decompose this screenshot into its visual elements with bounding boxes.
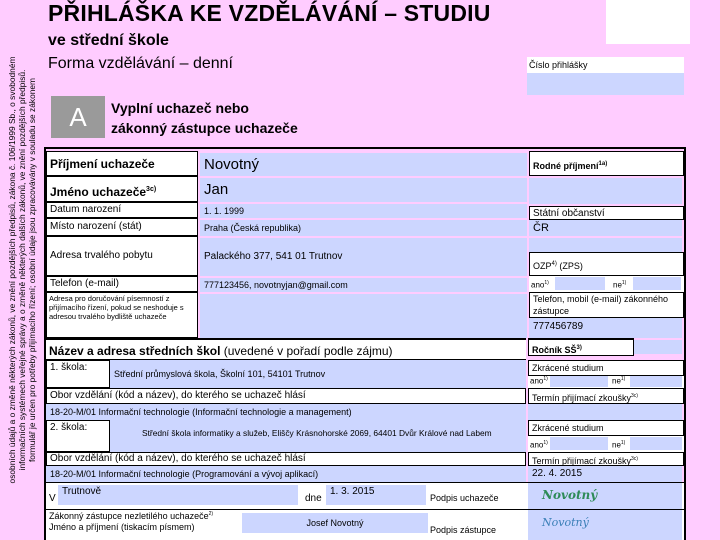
form-subtitle: ve střední škole (48, 32, 169, 49)
school1-ne-text: ne (612, 376, 621, 386)
school1-short-label: Zkrácené studium (528, 360, 684, 376)
guardian-phone-field[interactable]: 777456789 (529, 318, 682, 338)
termin1-text: Termín přijímací zkoušky (532, 393, 632, 403)
rocnik-text: Ročník SŠ (532, 345, 577, 355)
school2-ne-box[interactable] (630, 437, 682, 450)
side-legal-note (0, 0, 44, 540)
address-label: Adresa trvalého pobytu (46, 236, 198, 276)
birthplace-label: Místo narození (stát) (46, 218, 198, 236)
birthdate-label: Datum narození (46, 202, 198, 218)
ozp-ano (531, 276, 549, 292)
ozp-ne-text: ne (613, 280, 622, 290)
guardian-signature[interactable]: Novotný (528, 510, 682, 540)
termin1-sup: 3c) (631, 393, 638, 399)
obor1-field[interactable]: 18-20-M/01 Informační technologie (Informační technologie a management) (46, 404, 526, 420)
section-a-line-1: Vyplní uchazeč nebo (111, 100, 249, 116)
school1-ne-box[interactable] (630, 376, 682, 387)
termin1-field[interactable] (528, 404, 682, 420)
school1-label: 1. škola: (46, 360, 110, 388)
firstname-sup: 3c) (146, 186, 157, 193)
school1-ano-sup: 1) (543, 376, 548, 382)
ozp-ano-sup: 1) (544, 280, 549, 286)
date-label: dne (305, 493, 322, 504)
school2-ano-box[interactable] (550, 437, 608, 450)
school1-ano (530, 376, 548, 387)
surname-field[interactable]: Novotný (200, 153, 527, 176)
ozp-text: OZP (533, 261, 552, 271)
signature-row (46, 482, 684, 509)
phone-label: Telefon (e-mail) (46, 276, 198, 292)
guardian-label-1 (49, 511, 213, 521)
school2-ano (530, 436, 548, 452)
side-note-line-2: informačních systémech veřejné správy a o změně některých dalších zákonů, ve znění pozdějších předpisů. (17, 69, 27, 471)
guardian-label-2: Jméno a příjmení (tiskacím písmem) (49, 522, 195, 532)
guardian-row (46, 509, 684, 540)
schools-header (46, 338, 526, 360)
section-a-line-2: zákonný zástupce uchazeče (111, 120, 298, 136)
form-table (44, 147, 686, 540)
place-v-label: V (49, 493, 56, 504)
birth-surname-text: Rodné příjmení (533, 161, 599, 171)
ozp-ne (613, 276, 626, 292)
ozp-sup: 4) (551, 261, 557, 267)
school2-ano-sup: 1) (543, 440, 548, 446)
applicant-signature[interactable]: Novotný (528, 483, 682, 509)
guardian-label-1-text: Zákonný zástupce nezletilého uchazeče (49, 511, 209, 521)
school1-ne (612, 376, 625, 387)
section-a-instruction (111, 98, 298, 138)
school2-short-label: Zkrácené studium (528, 420, 684, 436)
zps-text: (ZPS) (559, 261, 583, 271)
rocnik-label (528, 338, 634, 356)
form-title: PŘIHLÁŠKA KE VZDĚLÁVÁNÍ – STUDIU (48, 0, 491, 26)
firstname-label-text: Jméno uchazeče (50, 185, 147, 199)
rocnik-sup: 3) (576, 345, 582, 351)
school1-ano-box[interactable] (550, 376, 608, 387)
surname-label: Příjmení uchazeče (46, 151, 198, 176)
obor1-label: Obor vzdělání (kód a název), do kterého se uchazeč hlásí (46, 388, 526, 404)
school1-ne-sup: 1) (620, 376, 626, 382)
place-field[interactable]: Trutnově (58, 485, 298, 505)
ozp-choice (529, 276, 684, 292)
school1-field[interactable]: Střední průmyslová škola, Školní 101, 54101 Trutnov (110, 360, 526, 388)
address-field[interactable]: Palackého 377, 541 01 Trutnov (200, 238, 527, 276)
school1-ano-text: ano (530, 376, 544, 386)
school2-ano-text: ano (530, 440, 544, 450)
ozp-label (529, 252, 684, 276)
office-use-box (606, 0, 690, 44)
birth-surname-field[interactable] (529, 178, 682, 204)
date-field[interactable]: 1. 3. 2015 (326, 485, 426, 505)
form-type: Forma vzdělávání – denní (48, 55, 233, 72)
mailing-address-field[interactable] (200, 294, 527, 338)
obor2-label: Obor vzdělání (kód a název), do kterého se uchazeč hlásí (46, 452, 526, 466)
application-number-label: Číslo přihlášky (527, 57, 684, 73)
school2-ne (612, 436, 625, 452)
birth-surname-label (529, 151, 684, 176)
ozp-ano-text: ano (531, 280, 545, 290)
school2-short-choice (528, 436, 684, 452)
firstname-label (46, 176, 198, 202)
birthplace-field[interactable]: Praha (Česká republika) (200, 220, 527, 236)
rocnik-field[interactable] (634, 340, 682, 354)
side-note-line-3: formulář je určen pro potřeby přijímacího řízení; osobní údaje jsou zpracovávány v souladu se zákonem (27, 77, 37, 463)
school1-short-choice (528, 376, 684, 388)
citizenship-field[interactable]: ČR (529, 220, 682, 236)
firstname-field[interactable]: Jan (200, 178, 527, 202)
guardian-label-sup: 2) (208, 511, 214, 517)
obor2-field[interactable]: 18-20-M/01 Informační technologie (Programování a vývoj aplikací) (46, 466, 526, 482)
termin2-text: Termín přijímací zkoušky (532, 456, 632, 466)
section-a-badge: A (51, 96, 105, 138)
citizenship-extra-field[interactable] (529, 238, 682, 252)
application-number-field[interactable] (527, 73, 684, 95)
guardian-signature-label: Podpis zástupce (430, 525, 497, 535)
guardian-name-field[interactable]: Josef Novotný (242, 513, 428, 533)
school2-ne-text: ne (612, 440, 621, 450)
guardian-phone-label: Telefon, mobil (e-mail) zákonného zástupce (529, 292, 684, 318)
schools-header-note: (uvedené v pořadí podle zájmu) (223, 344, 393, 358)
side-note-line-1: osobních údajů a o změně některých zákonů, ve znění pozdějších předpisů, zákona č. 106/1999 Sb., o svobodném (7, 56, 17, 484)
schools-header-title: Název a adresa středních škol (49, 344, 221, 358)
mailing-address-label: Adresa pro doručování písemností z přijímacího řízení, pokud se neshoduje s adresou trvalého bydliště uchazeče (46, 292, 198, 338)
citizenship-label: Státní občanství (529, 206, 684, 220)
school2-label: 2. škola: (46, 420, 110, 452)
school2-ne-sup: 1) (620, 440, 626, 446)
birth-surname-sup: 1a) (598, 161, 608, 167)
termin1-label (528, 388, 684, 404)
termin2-field[interactable]: 22. 4. 2015 (528, 466, 682, 482)
school2-field[interactable]: Střední škola informatiky a služeb, Eliščy Krásnohorské 2069, 64401 Dvůr Králové nad Labem (110, 420, 526, 452)
termin2-sup: 3c) (631, 456, 638, 462)
birthdate-field[interactable]: 1. 1. 1999 (200, 204, 527, 218)
ozp-ne-sup: 1) (621, 280, 627, 286)
ozp-ne-box[interactable] (633, 277, 681, 290)
phone-field[interactable]: 777123456, novotnyjan@gmail.com (200, 278, 527, 292)
termin2-label (528, 452, 684, 466)
applicant-signature-label: Podpis uchazeče (430, 493, 499, 503)
ozp-ano-box[interactable] (555, 277, 605, 290)
